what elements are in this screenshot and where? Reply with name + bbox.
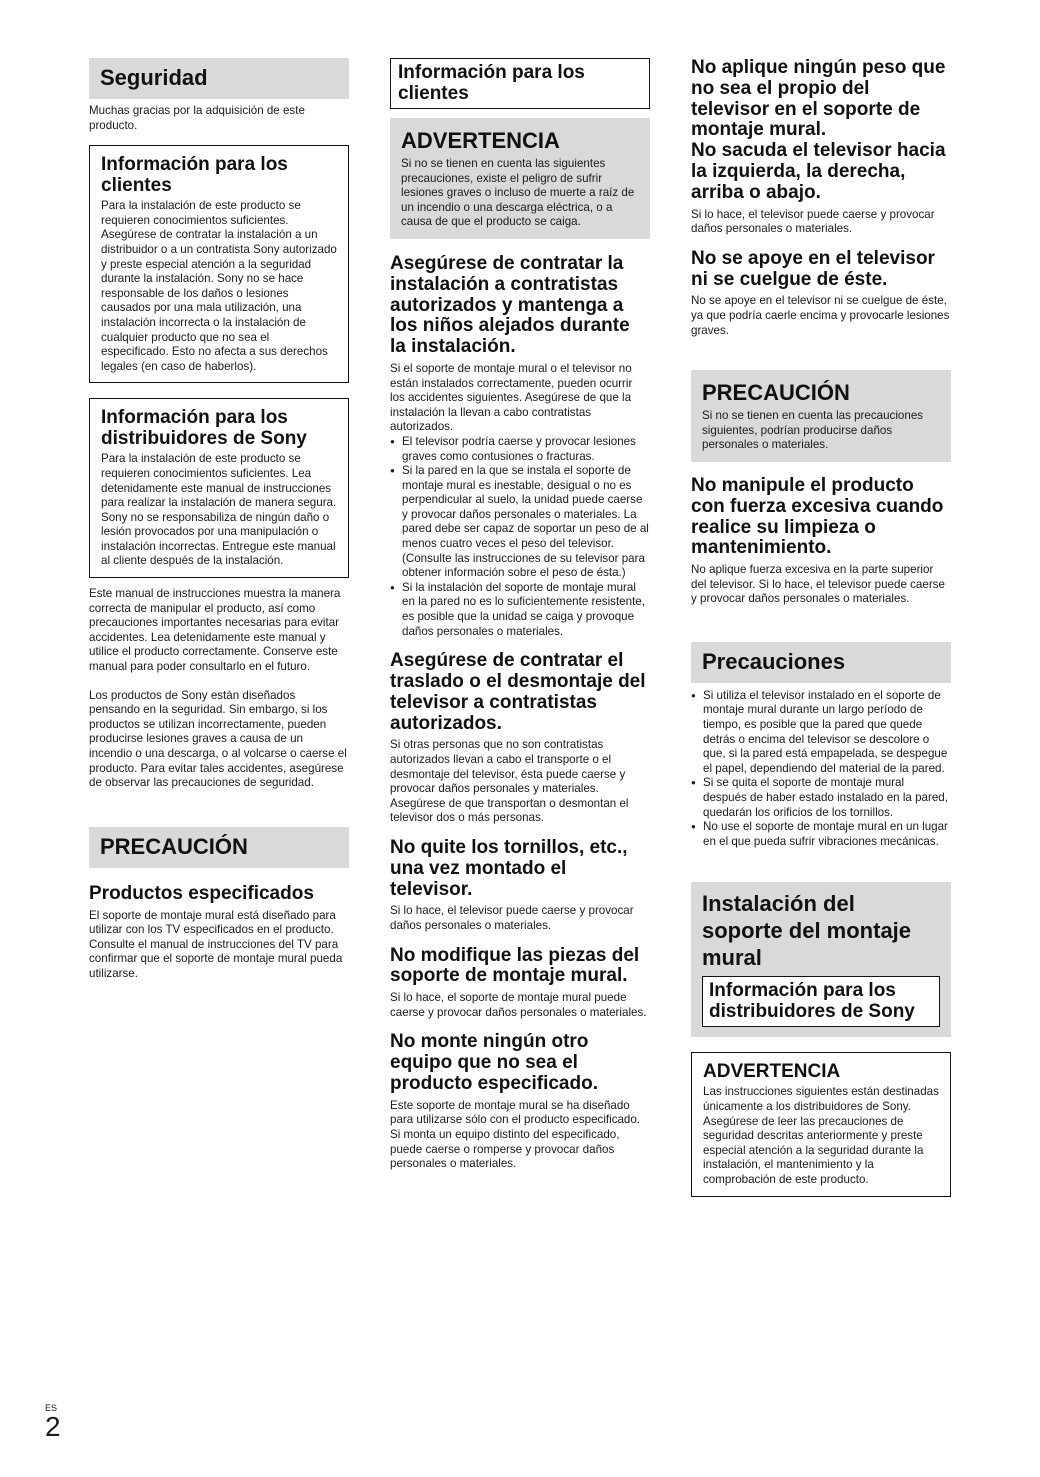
install-block xyxy=(691,882,951,1037)
s3-text: Si lo hace, el televisor puede caerse y provocar daños personales o materiales. xyxy=(390,904,634,932)
c3-s3-heading: No manipule el producto con fuerza excesiva cuando realice su limpieza o mantenimiento. xyxy=(691,474,944,559)
s1-heading: Asegúrese de contratar la instalación a contratistas autorizados y mantenga a los niños alejados durante la instalación. xyxy=(390,252,630,358)
list-item: ● No use el soporte de montaje mural en un lugar en el que pueda sufrir vibraciones mecánicas. xyxy=(691,820,951,849)
column-2 xyxy=(390,58,650,1172)
sony-safety-paragraph: Los productos de Sony están diseñados pensando en la seguridad. Sin embargo, si los productos se utilizan incorrectamente, pueden producirse lesiones graves a causa de un incendio o una descarga, o al volcarse o caerse el producto. Para evitar tales accidentes, asegúrese de observar las precauciones de seguridad. xyxy=(89,688,347,790)
install-sub-box xyxy=(702,976,940,1027)
precaucion-block xyxy=(691,370,951,462)
list-item: ● Si la instalación del soporte de montaje mural en la pared no es lo suficientemente resistente, es posible que la unidad se caiga y provoque daños personales o materiales. xyxy=(390,581,650,639)
advertencia-block xyxy=(390,118,650,239)
list-item: ● Si la pared en la que se instala el soporte de montaje mural es inestable, desigual o no es perpendicular al suelo, la unidad puede caerse y provocar daños personales o materiales. La pared debe ser capaz de soportar un peso de al menos cuatro veces el peso del televisor. (Consulte las instrucciones de su televisor para obtener información sobre el peso de ésta.) xyxy=(390,464,650,581)
seguridad-heading: Seguridad xyxy=(89,58,349,99)
c3-precaucion-text: Si no se tienen en cuenta las precauciones siguientes, podrían producirse daños personales o materiales. xyxy=(702,409,924,452)
c3-advertencia-text: Las instrucciones siguientes están destinadas únicamente a los distribuidores de Sony. Asegúrese de leer las precauciones de seguridad descritas anteriormente y preste especial atención a la seguridad durante la instalación, el mantenimiento y la comprobación de este producto. xyxy=(703,1085,939,1186)
c3-advertencia-heading: ADVERTENCIA xyxy=(703,1061,841,1083)
box-info-distribuidores xyxy=(89,398,349,578)
advertencia-text: Si no se tienen en cuenta las siguientes precauciones, existe el peligro de sufrir lesiones graves o incluso de muerte a raíz de un incendio o una descarga eléctrica, o a causa de que el producto se caiga. xyxy=(401,157,635,229)
s2-text: Si otras personas que no son contratistas autorizados llevan a cabo el transporte o el desmontaje del televisor, ésta puede caerse y provocar daños personales y materiales. Asegúrese de que transportan o desmontan el televisor dos o más personas. xyxy=(390,738,629,825)
box-distribuidores-text: Para la instalación de este producto se requieren conocimientos suficientes. Lea detenidamente este manual de instrucciones para realizar la instalación de manera segura. Sony no se responsabiliza de ningún daño o lesión provocados por una manipulación o instalación incorrectas. Entregue este manual al cliente después de la instalación. xyxy=(101,452,337,568)
manual-paragraph: Este manual de instrucciones muestra la manera correcta de manipular el producto, así como precauciones importantes necesarias para evitar accidentes. Lea detenidamente este manual y utilice el producto correctamente. Conserve este manual para poder consultarlo en el futuro. xyxy=(89,587,341,674)
box-clientes-title: Información para los clientes xyxy=(101,154,288,197)
list-item: ● Si se quita el soporte de montaje mural después de haber estado instalado en la pared, quedarán los orificios de los tornillos. xyxy=(691,776,951,820)
install-sub-heading: Información para los distribuidores de Sony xyxy=(709,980,915,1023)
precaucion-heading: PRECAUCIÓN xyxy=(89,827,349,868)
s4-heading: No modifique las piezas del soporte de montaje mural. xyxy=(390,944,640,987)
intro-text: Muchas gracias por la adquisición de este producto. xyxy=(89,104,305,132)
advertencia-heading: ADVERTENCIA xyxy=(401,128,560,153)
list-item: ● Si utiliza el televisor instalado en el soporte de montaje mural durante un largo período de tiempo, es posible que la pared que quede detrás o encima del televisor se descolore o que, si la pared está empapelada, se despegue el papel, dependiendo del material de la pared. xyxy=(691,689,951,777)
install-heading: Instalación del soporte del montaje mural xyxy=(702,891,912,971)
list-item: ● El televisor podría caerse y provocar lesiones graves como contusiones o fracturas. xyxy=(390,435,650,464)
c3-s2-heading: No se apoye en el televisor ni se cuelgue de éste. xyxy=(691,247,935,290)
productos-heading: Productos especificados xyxy=(89,882,314,904)
box-distribuidores-title: Información para los distribuidores de Sony xyxy=(101,407,307,450)
s3-heading: No quite los tornillos, etc., una vez montado el televisor. xyxy=(390,836,628,900)
s5-text: Este soporte de montaje mural se ha diseñado para utilizarse sólo con el producto especificado. Si monta un equipo distinto del especificado, puede caerse o romperse y provocar daños personales o materiales. xyxy=(390,1098,641,1171)
s1-bullet-list xyxy=(390,435,650,639)
precauciones-heading: Precauciones xyxy=(691,642,951,683)
column-3 xyxy=(691,58,951,1197)
c3-s1-heading: No aplique ningún peso que no sea el propio del televisor en el soporte de montaje mural. No sacuda el televisor hacia la izquierda, la derecha, arriba o abajo. xyxy=(691,57,946,203)
precauciones-list xyxy=(691,689,951,850)
s4-text: Si lo hace, el soporte de montaje mural puede caerse y provocar daños personales o materiales. xyxy=(390,991,647,1019)
page-lang: ES xyxy=(45,1403,58,1413)
page-number-value: 2 xyxy=(45,1411,61,1442)
productos-text: El soporte de montaje mural está diseñado para utilizar con los TV especificados en el producto. Consulte el manual de instrucciones del TV para confirmar que el soporte de montaje mural pueda utilizarse. xyxy=(89,908,343,980)
s5-heading: No monte ningún otro equipo que no sea el producto especificado. xyxy=(390,1031,598,1094)
s2-heading: Asegúrese de contratar el traslado o el desmontaje del televisor a contratistas autorizados. xyxy=(390,650,646,734)
c3-advertencia-box xyxy=(691,1052,951,1196)
s1-text: Si el soporte de montaje mural o el televisor no están instalados correctamente, pueden ocurrir los accidentes siguientes. Asegúrese de que la instalación la llevan a cabo contratistas autorizados. xyxy=(390,361,633,434)
c3-precaucion-heading: PRECAUCIÓN xyxy=(702,380,850,406)
box-info-clientes-2 xyxy=(390,58,650,109)
box-clientes-text: Para la instalación de este producto se requieren conocimientos suficientes. Asegúrese de contratar la instalación a un distribuidor o a un contratista Sony autorizado y preste especial atención a la seguridad durante la instalación. Sony no se hace responsable de los daños o lesiones causados por una mala utilización, una instalación incorrecta o la instalación de cualquier producto que no sea el especificado. Esto no afecta a sus derechos legales (en caso de haberlos). xyxy=(101,199,337,373)
c3-s1-text: Si lo hace, el televisor puede caerse y provocar daños personales o materiales. xyxy=(691,207,935,236)
c3-s2-text: No se apoye en el televisor ni se cuelgue de éste, ya que podría caerle encima y provocarle lesiones graves. xyxy=(691,294,950,337)
box-info-clientes xyxy=(89,145,349,383)
box-clientes-2-title: Información para los clientes xyxy=(398,62,585,104)
column-1 xyxy=(89,58,349,982)
c3-s3-text: No aplique fuerza excesiva en la parte superior del televisor. Si lo hace, el televisor puede caerse y provocar daños personales o materiales. xyxy=(691,563,945,606)
page-number xyxy=(45,1403,61,1441)
